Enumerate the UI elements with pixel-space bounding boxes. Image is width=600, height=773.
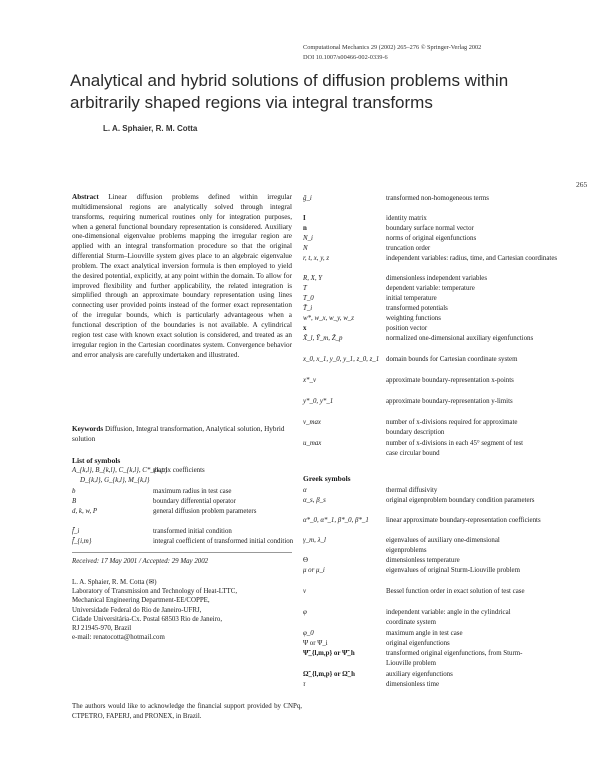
symbol-description: maximum radius in test case — [153, 488, 232, 495]
symbol-description: truncation order — [386, 245, 431, 252]
symbol-entry: f̄_{i,m} — [72, 538, 92, 545]
symbol-description: thermal diffusivity — [386, 487, 438, 494]
symbol-description: original eigenproblem boundary condition parameters — [386, 497, 535, 504]
abstract-label: Abstract — [72, 193, 99, 201]
symbol-entry: n — [303, 225, 307, 232]
symbol-entry: x_0, x_1, y_0, y_1, z_0, z_1 — [303, 356, 380, 363]
affiliation-line: Mechanical Engineering Department-EE/COPPE, — [72, 597, 210, 605]
affiliation-line: L. A. Sphaier, R. M. Cotta (✉) — [72, 579, 157, 586]
symbol-entry: ḡ_i — [303, 195, 312, 202]
symbol-description: boundary differential operator — [153, 498, 236, 505]
affiliation-email: e-mail: renatocotta@hotmail.com — [72, 634, 165, 642]
symbol-entry: f̄_i — [72, 528, 80, 535]
symbol-description: transformed initial condition — [153, 528, 232, 535]
symbol-entry: μ or μ_i — [303, 567, 325, 574]
symbol-entry: N — [303, 245, 308, 252]
symbol-description: independent variable: angle in the cylindrical coordinate system — [386, 609, 511, 626]
symbol-description: dimensionless independent variables — [386, 275, 488, 282]
symbol-entry: d, k, w, P — [72, 508, 98, 515]
symbol-description: approximate boundary-representation y-limits — [386, 398, 513, 405]
symbol-description: norms of original eigenfunctions — [386, 235, 477, 242]
symbol-entry: X̃_l, Ỹ_m, Z̃_p — [303, 335, 343, 342]
symbol-description: integral coefficient of transformed initial condition — [153, 538, 294, 545]
section-divider — [72, 552, 292, 553]
symbol-entry: α*_0, α*_1, β*_0, β*_1 — [303, 517, 369, 524]
symbol-entry: Ω̃_{l,m,p} or Ω̃_h — [303, 671, 355, 678]
symbol-entry: x*_v — [303, 377, 317, 384]
symbol-entry: α_s, β_s — [303, 497, 326, 504]
symbol-description: matrix coefficients — [153, 467, 205, 474]
received-date: Received: 17 May 2001 / Accepted: 29 May 2002 — [72, 558, 209, 565]
symbol-entry: B — [72, 498, 77, 505]
symbol-entry: b — [72, 488, 76, 495]
symbol-entry: v_max — [303, 419, 321, 426]
symbol-description: independent variables: radius, time, and Cartesian coordinates — [386, 255, 558, 262]
keywords — [72, 425, 292, 445]
symbol-description: Bessel function order in exact solution of test case — [386, 588, 525, 595]
symbol-description: weighting functions — [386, 315, 441, 322]
paper-title: Analytical and hybrid solutions of diffusion problems within arbitrarily shaped regions via integral transforms — [70, 71, 509, 112]
symbol-entry: γ_m, λ_l — [303, 537, 326, 544]
symbol-entry: A_{k,l}, B_{k,l}, C_{k,l}, C*_{k,p} — [72, 467, 168, 474]
symbol-entry: Θ — [303, 557, 308, 564]
symbol-description: transformed potentials — [386, 305, 448, 312]
symbol-description: dimensionless temperature — [386, 557, 460, 564]
symbol-description: dimensionless time — [386, 681, 440, 688]
symbol-entry: τ — [303, 681, 306, 688]
symbol-description: eigenvalues of auxiliary one-dimensional eigenproblems — [386, 537, 500, 554]
symbol-description: transformed original eigenfunctions, from Sturm-Liouville problem — [386, 650, 523, 667]
symbol-entry: φ_0 — [303, 630, 314, 637]
symbol-entry: α — [303, 487, 307, 494]
affiliation-line: Cidade Universitária-Cx. Postal 68503 Rio de Janeiro, — [72, 615, 223, 623]
symbol-entry: I — [303, 215, 306, 222]
symbol-entry: N_i — [303, 235, 313, 242]
symbol-description: approximate boundary-representation x-points — [386, 377, 514, 384]
symbol-entry: T_0 — [303, 295, 314, 302]
symbol-entry: w*, w_x, w_y, w_z — [303, 315, 354, 322]
symbol-description: original eigenfunctions — [386, 640, 450, 647]
greek-symbols-heading: Greek symbols — [303, 474, 351, 483]
journal-doi: DOI 10.1007/s00466-002-0339-6 — [303, 54, 388, 61]
affiliation-line: RJ 21945-970, Brazil — [72, 625, 132, 633]
keywords-text: Diffusion, Integral transformation, Analytical solution, Hybrid solution — [72, 425, 285, 443]
symbol-entry: r, t, x, y, z — [303, 255, 330, 262]
affiliation-line: Laboratory of Transmission and Technology of Heat-LTTC, — [72, 588, 238, 596]
symbol-description: linear approximate boundary-representation coefficients — [386, 517, 541, 524]
symbol-entry: T̄_i — [303, 305, 313, 312]
list-of-symbols-heading: List of symbols — [72, 456, 121, 465]
symbol-description: general diffusion problem parameters — [153, 508, 257, 515]
symbol-description: position vector — [386, 325, 428, 332]
symbol-entry: ν — [303, 588, 307, 595]
symbol-description: eigenvalues of original Sturm-Liouville problem — [386, 567, 520, 574]
symbol-entry: Ψ̃_{l,m,p} or Ψ̃_h — [303, 650, 355, 657]
symbol-entry: T — [303, 285, 307, 292]
abstract — [72, 193, 292, 360]
symbol-description: domain bounds for Cartesian coordinate system — [386, 356, 518, 363]
symbol-description: transformed non-homogeneous terms — [386, 195, 489, 202]
symbol-description: maximum angle in test case — [386, 630, 463, 637]
symbol-entry: R, X, Y — [303, 275, 323, 282]
page-number: 265 — [576, 180, 588, 189]
symbol-description: dependent variable: temperature — [386, 285, 475, 292]
affiliation-line: Universidade Federal do Rio de Janeiro-UFRJ, — [72, 606, 202, 614]
affiliation-block — [72, 578, 302, 642]
acknowledgement: The authors would like to acknowledge the financial support provided by CNPq, CTPETRO, FAPERJ, and PRONEX, in Brazil. — [72, 703, 302, 720]
symbol-entry: y*_0, y*_1 — [303, 398, 334, 405]
symbol-entry: Ψ or Ψ_i — [303, 640, 328, 647]
author-list: L. A. Sphaier, R. M. Cotta — [103, 124, 198, 133]
symbol-description: auxiliary eigenfunctions — [386, 671, 453, 678]
keywords-label: Keywords — [72, 425, 104, 433]
symbol-description: boundary surface normal vector — [386, 225, 474, 232]
symbol-description: number of x-divisions in each 45° segment of test case circular bound — [386, 440, 524, 457]
journal-header — [303, 43, 481, 63]
symbol-description: number of x-divisions required for approximate boundary description — [386, 419, 518, 436]
symbol-description: normalized one-dimensional auxiliary eigenfunctions — [386, 335, 534, 342]
journal-citation: Computational Mechanics 29 (2002) 265–276 © Springer-Verlag 2002 — [303, 44, 482, 51]
symbol-description: identity matrix — [386, 215, 427, 222]
abstract-text: Linear diffusion problems defined within irregular multidimensional regions are analytically solved through integral transforms, requiring numerical routines only for integration purposes, when a general functional boundary representation is considered. Auxiliary one-dimensional eigenvalue problems mapping the irregular region are applied with an integral transformation procedure so that the original differential Sturm–Liouville system gives place to an algebraic eigenvalue problem. The exact analytical inversion formula is then employed to yield the desired potential, explicitly, at any point within the domain. To allow for improved flexibility and further applicability, the related integration is simplified through an approximate boundary representation using lines connecting user provided points instead of the former exact representation of the irregular bounds, which is particularly advantageous when a functional description of the boundaries is not available. A cylindrical region test case with known exact solution is considered, and treated as an irregular region in the Cartesian coordinates system. Convergence behavior and error analysis are carefully undertaken and illustrated. — [72, 193, 292, 359]
symbol-entry: x — [303, 325, 307, 332]
symbol-entry: φ — [303, 609, 307, 616]
symbol-entry: D_{k,l}, G_{k,l}, M_{k,l} — [80, 477, 150, 484]
symbol-entry: u_max — [303, 440, 322, 447]
symbol-description: initial temperature — [386, 295, 437, 302]
